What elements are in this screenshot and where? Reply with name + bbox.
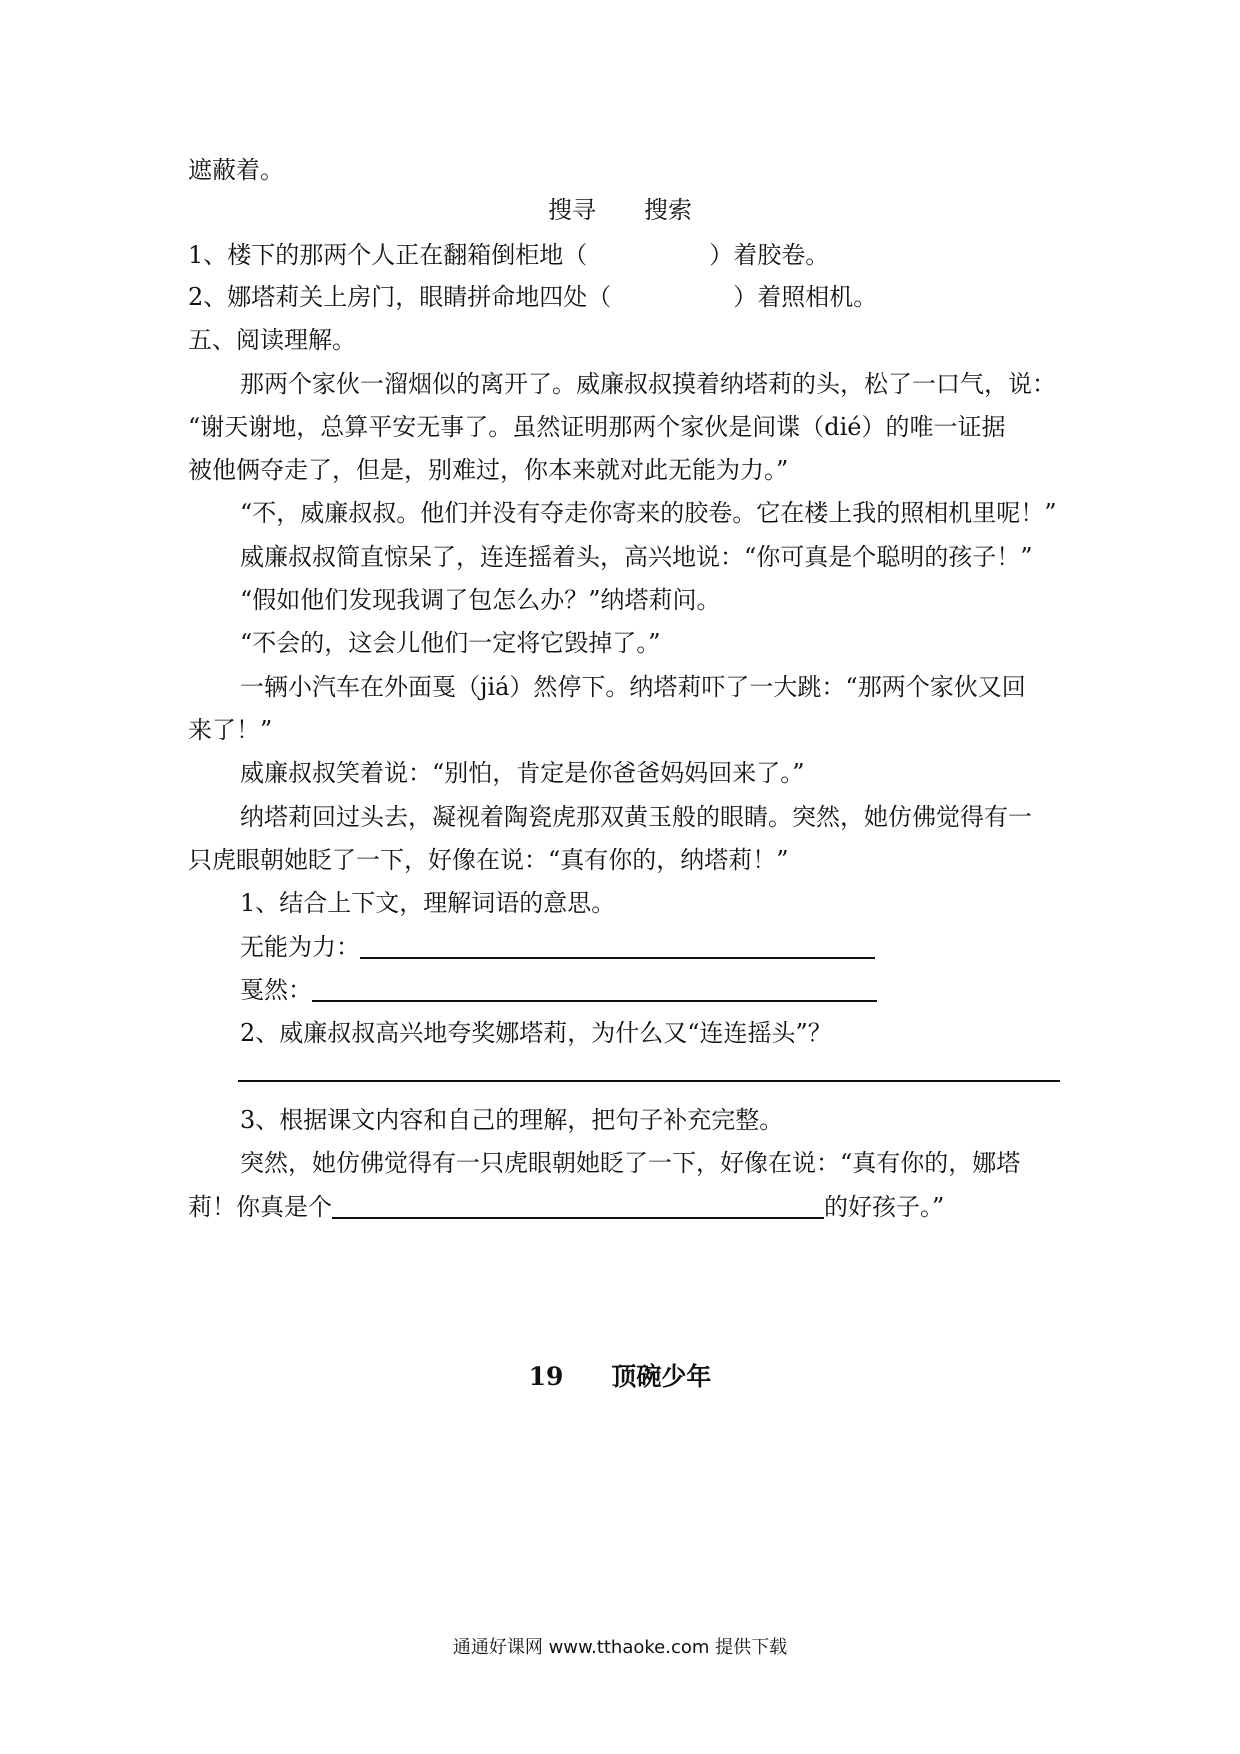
question-1: 1、结合上下文，理解词语的意思。 — [240, 889, 616, 917]
question-3: 3、根据课文内容和自己的理解，把句子补充完整。 — [240, 1106, 784, 1134]
fill-sentence-2-end: ）着照相机。 — [733, 283, 878, 311]
question-3-sentence: 突然，她仿佛觉得有一只虎眼朝她眨了一下，好像在说：“真有你的，娜塔 — [240, 1149, 1021, 1177]
answer-line-3[interactable] — [332, 1195, 824, 1219]
passage-line: 威廉叔叔简直惊呆了，连连摇着头，高兴地说：“你可真是个聪明的孩子！” — [240, 543, 1033, 571]
passage-line: 威廉叔叔笑着说：“别怕，肯定是你爸爸妈妈回来了。” — [240, 759, 805, 787]
passage-line: 被他俩夺走了，但是，别难过，你本来就对此无能为力。” — [188, 456, 789, 484]
question-1a-label: 无能为力： — [240, 933, 360, 961]
lesson-number: 19 — [528, 1362, 564, 1391]
passage-line: 那两个家伙一溜烟似的离开了。威廉叔叔摸着纳塔莉的头，松了一口气，说： — [240, 370, 1056, 398]
fill-sentence-2 — [188, 282, 877, 312]
lesson-title: 顶碗少年 — [611, 1362, 712, 1391]
paragraph-continuation: 遮蔽着。 — [188, 156, 284, 184]
passage-line: “不，威廉叔叔。他们并没有夺走你寄来的胶卷。它在楼上我的照相机里呢！” — [240, 499, 1057, 527]
fill-sentence-2-start: 2、娜塔莉关上房门，眼睛拼命地四处（ — [188, 283, 612, 311]
page-footer: 通通好课网 www.tthaoke.com 提供下载 — [452, 1637, 788, 1658]
question-1b-label: 戛然： — [240, 976, 312, 1004]
passage-line: 纳塔莉回过头去，凝视着陶瓷虎那双黄玉般的眼睛。突然，她仿佛觉得有一 — [240, 803, 1032, 831]
fill-sentence-1 — [188, 240, 829, 270]
answer-line-1a[interactable] — [360, 935, 875, 959]
question-3-end: 的好孩子。” — [824, 1193, 945, 1221]
question-3-sentence-end — [188, 1192, 944, 1222]
question-2: 2、威廉叔叔高兴地夸奖娜塔莉，为什么又“连连摇头”？ — [240, 1019, 832, 1047]
answer-line-1b[interactable] — [312, 978, 877, 1002]
passage-line: “假如他们发现我调了包怎么办？”纳塔莉问。 — [240, 586, 721, 614]
word-pair — [0, 195, 1240, 225]
next-lesson-heading — [0, 1362, 1240, 1392]
passage-line: “不会的，这会儿他们一定将它毁掉了。” — [240, 629, 661, 657]
fill-sentence-1-start: 1、楼下的那两个人正在翻箱倒柜地（ — [188, 241, 588, 269]
section-heading: 五、阅读理解。 — [188, 326, 356, 354]
passage-line: 来了！” — [188, 716, 273, 744]
question-1a — [240, 932, 875, 962]
passage-line: “谢天谢地，总算平安无事了。虽然证明那两个家伙是间谍（dié）的唯一证据 — [188, 413, 1006, 441]
question-1b — [240, 975, 877, 1005]
answer-line-2[interactable] — [238, 1080, 1060, 1082]
passage-line: 一辆小汽车在外面戛（jiá）然停下。纳塔莉吓了一大跳：“那两个家伙又回 — [240, 673, 1026, 701]
word-2: 搜索 — [644, 196, 692, 224]
question-3-start: 莉！你真是个 — [188, 1193, 332, 1221]
fill-sentence-1-end: ）着胶卷。 — [709, 241, 830, 269]
passage-line: 只虎眼朝她眨了一下，好像在说：“真有你的，纳塔莉！” — [188, 846, 789, 874]
word-1: 搜寻 — [548, 196, 596, 224]
